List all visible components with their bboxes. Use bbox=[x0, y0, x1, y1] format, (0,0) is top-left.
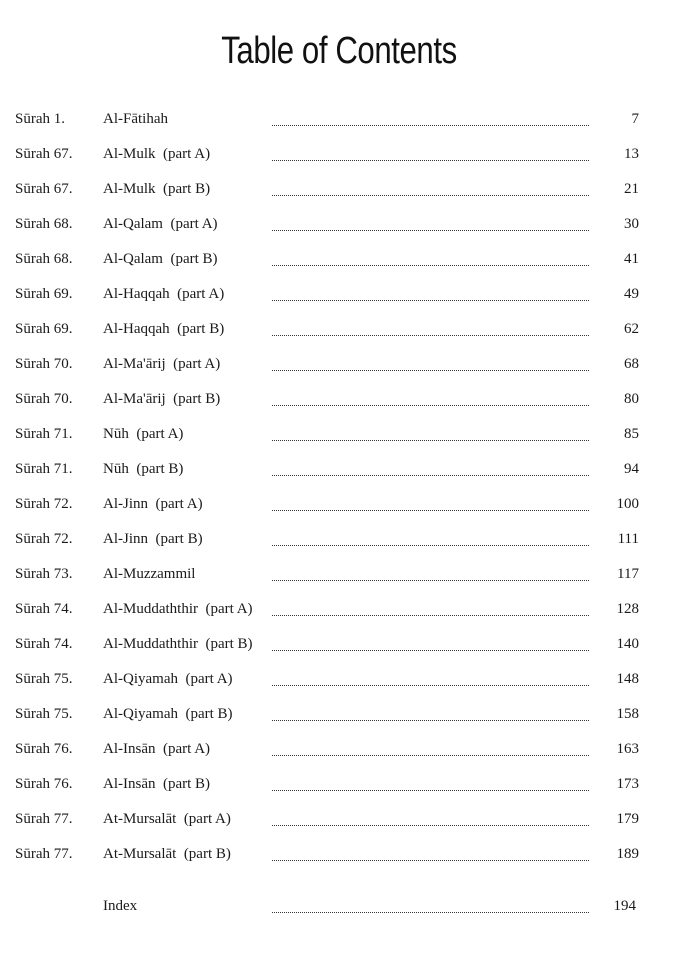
entry-name: At-Mursalāt (part B) bbox=[103, 846, 231, 862]
dot-leader bbox=[272, 440, 589, 441]
toc-entry[interactable] bbox=[0, 559, 678, 594]
entry-page-number: 173 bbox=[616, 776, 639, 792]
dot-leader bbox=[272, 160, 589, 161]
toc-list bbox=[0, 104, 678, 874]
entry-surah-number: Sūrah 76. bbox=[15, 776, 73, 792]
dot-leader bbox=[272, 615, 589, 616]
dot-leader bbox=[272, 720, 589, 721]
entry-page-number: 140 bbox=[616, 636, 639, 652]
entry-page-number: 21 bbox=[624, 181, 639, 197]
dot-leader bbox=[272, 912, 589, 913]
toc-entry-index[interactable] bbox=[0, 892, 678, 922]
entry-page-number: 13 bbox=[624, 146, 639, 162]
entry-name: Al-Qalam (part A) bbox=[103, 216, 218, 232]
entry-name: Index bbox=[103, 898, 138, 914]
entry-page-number: 179 bbox=[616, 811, 639, 827]
dot-leader bbox=[272, 475, 589, 476]
entry-surah-number: Sūrah 70. bbox=[15, 391, 73, 407]
entry-surah-number: Sūrah 73. bbox=[15, 566, 73, 582]
entry-name: Al-Insān (part B) bbox=[103, 776, 211, 792]
toc-entry[interactable] bbox=[0, 174, 678, 209]
entry-name: Nūh (part A) bbox=[103, 426, 184, 442]
toc-entry[interactable] bbox=[0, 489, 678, 524]
dot-leader bbox=[272, 265, 589, 266]
entry-surah-number: Sūrah 75. bbox=[15, 671, 73, 687]
dot-leader bbox=[272, 370, 589, 371]
entry-name: Al-Qiyamah (part B) bbox=[103, 706, 233, 722]
toc-entry[interactable] bbox=[0, 804, 678, 839]
toc-entry[interactable] bbox=[0, 664, 678, 699]
entry-name: Al-Fātihah bbox=[103, 111, 168, 127]
entry-name: Al-Muddaththir (part A) bbox=[103, 601, 253, 617]
entry-name: Al-Ma'ārij (part B) bbox=[103, 391, 221, 407]
dot-leader bbox=[272, 860, 589, 861]
entry-page-number: 94 bbox=[624, 461, 639, 477]
dot-leader bbox=[272, 405, 589, 406]
entry-page-number: 111 bbox=[617, 531, 639, 547]
toc-entry[interactable] bbox=[0, 139, 678, 174]
toc-entry[interactable] bbox=[0, 279, 678, 314]
entry-name: Al-Qiyamah (part A) bbox=[103, 671, 233, 687]
toc-entry[interactable] bbox=[0, 839, 678, 874]
entry-page-number: 85 bbox=[624, 426, 639, 442]
dot-leader bbox=[272, 195, 589, 196]
entry-name: Al-Ma'ārij (part A) bbox=[103, 356, 221, 372]
entry-name: Nūh (part B) bbox=[103, 461, 184, 477]
entry-surah-number: Sūrah 74. bbox=[15, 636, 73, 652]
entry-page-number: 128 bbox=[616, 601, 639, 617]
toc-entry[interactable] bbox=[0, 419, 678, 454]
dot-leader bbox=[272, 790, 589, 791]
dot-leader bbox=[272, 125, 589, 126]
toc-entry[interactable] bbox=[0, 209, 678, 244]
entry-name: Al-Haqqah (part A) bbox=[103, 286, 225, 302]
entry-page-number: 189 bbox=[616, 846, 639, 862]
entry-surah-number: Sūrah 71. bbox=[15, 426, 73, 442]
entry-page-number: 117 bbox=[617, 566, 639, 582]
dot-leader bbox=[272, 580, 589, 581]
entry-surah-number: Sūrah 67. bbox=[15, 146, 73, 162]
entry-name: Al-Mulk (part A) bbox=[103, 146, 211, 162]
entry-page-number: 158 bbox=[616, 706, 639, 722]
dot-leader bbox=[272, 825, 589, 826]
toc-entry[interactable] bbox=[0, 104, 678, 139]
entry-surah-number: Sūrah 67. bbox=[15, 181, 73, 197]
entry-surah-number: Sūrah 69. bbox=[15, 321, 73, 337]
toc-entry[interactable] bbox=[0, 594, 678, 629]
entry-surah-number: Sūrah 74. bbox=[15, 601, 73, 617]
entry-page-number: 41 bbox=[624, 251, 639, 267]
toc-entry[interactable] bbox=[0, 629, 678, 664]
entry-surah-number: Sūrah 70. bbox=[15, 356, 73, 372]
entry-page-number: 30 bbox=[624, 216, 639, 232]
dot-leader bbox=[272, 335, 589, 336]
entry-page-number: 62 bbox=[624, 321, 639, 337]
dot-leader bbox=[272, 230, 589, 231]
entry-page-number: 49 bbox=[624, 286, 639, 302]
entry-page-number: 148 bbox=[616, 671, 639, 687]
entry-surah-number: Sūrah 68. bbox=[15, 251, 73, 267]
page-title: Table of Contents bbox=[221, 30, 457, 72]
toc-entry[interactable] bbox=[0, 314, 678, 349]
toc-entry[interactable] bbox=[0, 384, 678, 419]
entry-page-number: 68 bbox=[624, 356, 639, 372]
dot-leader bbox=[272, 300, 589, 301]
entry-name: Al-Qalam (part B) bbox=[103, 251, 218, 267]
entry-surah-number: Sūrah 1. bbox=[15, 111, 65, 127]
entry-surah-number: Sūrah 69. bbox=[15, 286, 73, 302]
entry-page-number: 194 bbox=[613, 898, 636, 914]
entry-surah-number: Sūrah 77. bbox=[15, 811, 73, 827]
entry-name: Al-Jinn (part B) bbox=[103, 531, 203, 547]
dot-leader bbox=[272, 510, 589, 511]
entry-page-number: 7 bbox=[631, 111, 639, 127]
entry-name: Al-Haqqah (part B) bbox=[103, 321, 225, 337]
dot-leader bbox=[272, 685, 589, 686]
entry-name: Al-Insān (part A) bbox=[103, 741, 211, 757]
entry-name: At-Mursalāt (part A) bbox=[103, 811, 231, 827]
dot-leader bbox=[272, 755, 589, 756]
toc-entry[interactable] bbox=[0, 454, 678, 489]
entry-surah-number: Sūrah 68. bbox=[15, 216, 73, 232]
entry-surah-number: Sūrah 77. bbox=[15, 846, 73, 862]
entry-surah-number: Sūrah 71. bbox=[15, 461, 73, 477]
toc-entry[interactable] bbox=[0, 244, 678, 279]
dot-leader bbox=[272, 650, 589, 651]
entry-page-number: 163 bbox=[616, 741, 639, 757]
entry-name: Al-Jinn (part A) bbox=[103, 496, 203, 512]
entry-name: Al-Mulk (part B) bbox=[103, 181, 211, 197]
toc-entry[interactable] bbox=[0, 524, 678, 559]
toc-entry[interactable] bbox=[0, 699, 678, 734]
entry-page-number: 100 bbox=[616, 496, 639, 512]
entry-surah-number: Sūrah 72. bbox=[15, 496, 73, 512]
entry-surah-number: Sūrah 76. bbox=[15, 741, 73, 757]
dot-leader bbox=[272, 545, 589, 546]
entry-name: Al-Muzzammil bbox=[103, 566, 196, 582]
entry-surah-number: Sūrah 75. bbox=[15, 706, 73, 722]
entry-page-number: 80 bbox=[624, 391, 639, 407]
toc-entry[interactable] bbox=[0, 769, 678, 804]
entry-name: Al-Muddaththir (part B) bbox=[103, 636, 253, 652]
entry-surah-number: Sūrah 72. bbox=[15, 531, 73, 547]
toc-entry[interactable] bbox=[0, 734, 678, 769]
toc-entry[interactable] bbox=[0, 349, 678, 384]
